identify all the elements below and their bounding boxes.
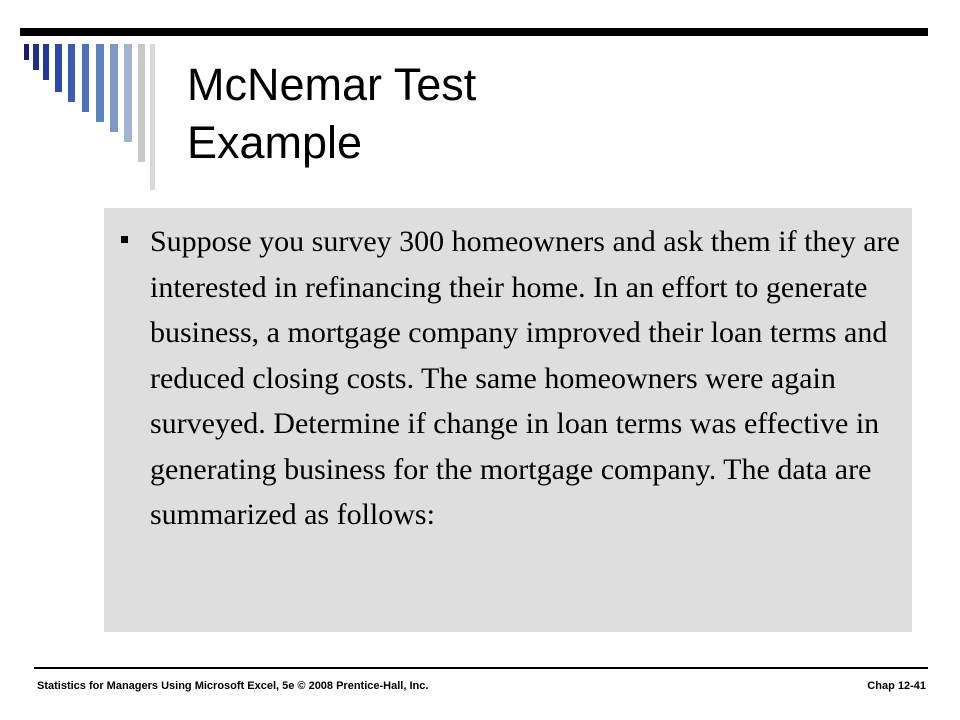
decorative-stripes — [0, 0, 170, 200]
content-box — [104, 208, 912, 632]
slide-title-line1: McNemar Test — [187, 59, 477, 110]
footer-rule — [34, 667, 928, 669]
slide-title-line2: Example — [187, 117, 363, 168]
square-bullet-icon — [121, 236, 128, 243]
footer-source: Statistics for Managers Using Microsoft Excel, 5e © 2008 Prentice-Hall, Inc. — [37, 680, 429, 692]
footer-page-number: Chap 12-41 — [867, 680, 926, 692]
body-paragraph: Suppose you survey 300 homeowners and ask them if they are interested in refinancing their home. In an effort to generate business, a mortgage company improved their loan terms and reduced closing costs. The same homeowners were again surveyed. Determine if change in loan terms was effective in generating business for the mortgage company. The data are summarized as follows: — [150, 225, 900, 531]
slide-title — [187, 56, 476, 172]
